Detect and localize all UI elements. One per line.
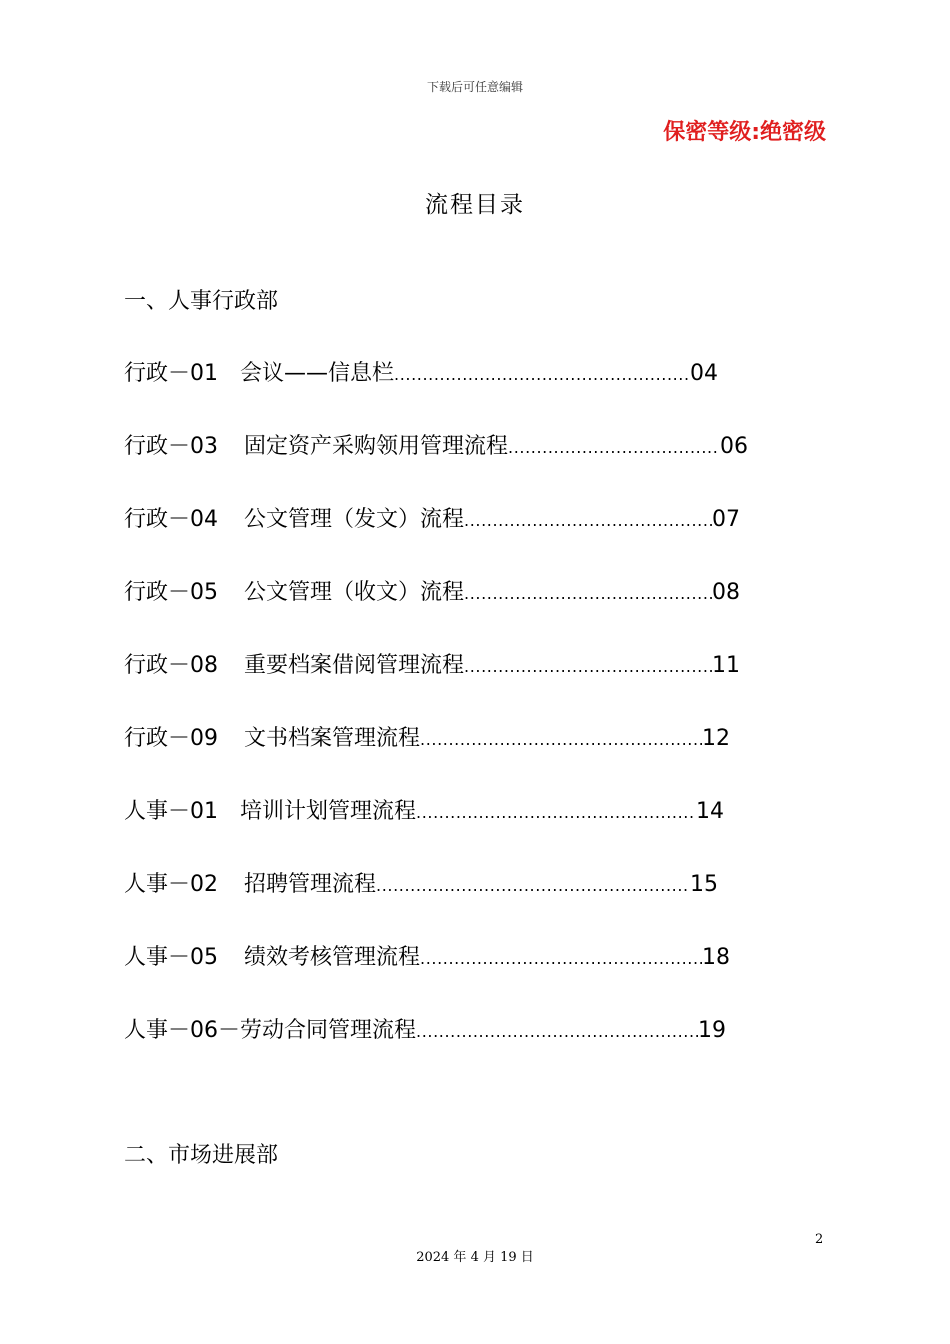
entry-page: 14 — [696, 799, 725, 824]
dot-leader — [464, 576, 712, 611]
dot-leader — [394, 357, 690, 392]
entry-name: 重要档案借阅管理流程 — [244, 653, 465, 678]
entry-code: 行政－09 — [124, 726, 218, 751]
entry-name: 公文管理（发文）流程 — [244, 507, 465, 532]
page-number: 2 — [815, 1232, 824, 1247]
toc-entry[interactable] — [124, 1014, 824, 1087]
entry-page: 04 — [690, 361, 719, 386]
toc-entry[interactable] — [124, 357, 824, 430]
toc-entry[interactable] — [124, 430, 824, 503]
entry-name: 培训计划管理流程 — [240, 799, 417, 824]
entry-code: 行政－04 — [124, 507, 218, 532]
dot-leader — [464, 503, 712, 538]
document-title: 流程目录 — [425, 192, 525, 218]
entry-code: 人事－05 — [124, 945, 218, 970]
toc-list — [124, 357, 824, 1087]
entry-name: 绩效考核管理流程 — [244, 945, 421, 970]
dot-leader — [464, 649, 712, 684]
entry-page: 15 — [690, 872, 719, 897]
entry-page: 12 — [702, 726, 731, 751]
entry-name: 招聘管理流程 — [244, 872, 377, 897]
section-heading-market: 二、市场进展部 — [124, 1143, 279, 1168]
toc-entry[interactable] — [124, 576, 824, 649]
entry-name: 公文管理（收文）流程 — [244, 580, 465, 605]
entry-code: 行政－03 — [124, 434, 218, 459]
entry-name: 劳动合同管理流程 — [240, 1018, 417, 1043]
entry-name: 文书档案管理流程 — [244, 726, 421, 751]
dot-leader — [416, 795, 696, 830]
entry-code: 人事－02 — [124, 872, 218, 897]
dot-leader — [508, 430, 720, 465]
section-heading-hr-admin: 一、人事行政部 — [124, 289, 279, 314]
dot-leader — [416, 1014, 698, 1049]
entry-name: 固定资产采购领用管理流程 — [244, 434, 509, 459]
header-note: 下载后可任意编辑 — [426, 80, 523, 94]
toc-entry[interactable] — [124, 722, 824, 795]
entry-code: 行政－01 — [124, 361, 218, 386]
entry-code: 人事－01 — [124, 799, 218, 824]
entry-code: 人事－06－ — [124, 1018, 240, 1043]
entry-page: 06 — [720, 434, 749, 459]
dot-leader — [420, 722, 702, 757]
footer-date: 2024 年 4 月 19 日 — [416, 1250, 534, 1265]
entry-page: 07 — [712, 507, 741, 532]
toc-entry[interactable] — [124, 649, 824, 722]
toc-entry[interactable] — [124, 503, 824, 576]
confidentiality-label: 保密等级:绝密级 — [663, 120, 826, 145]
toc-entry[interactable] — [124, 868, 824, 941]
entry-page: 11 — [712, 653, 741, 678]
dot-leader — [420, 941, 702, 976]
entry-page: 19 — [698, 1018, 727, 1043]
entry-page: 18 — [702, 945, 731, 970]
toc-entry[interactable] — [124, 795, 824, 868]
entry-code: 行政－08 — [124, 653, 218, 678]
entry-page: 08 — [712, 580, 741, 605]
entry-name: 会议——信息栏 — [240, 361, 395, 386]
entry-code: 行政－05 — [124, 580, 218, 605]
dot-leader — [376, 868, 690, 903]
toc-entry[interactable] — [124, 941, 824, 1014]
